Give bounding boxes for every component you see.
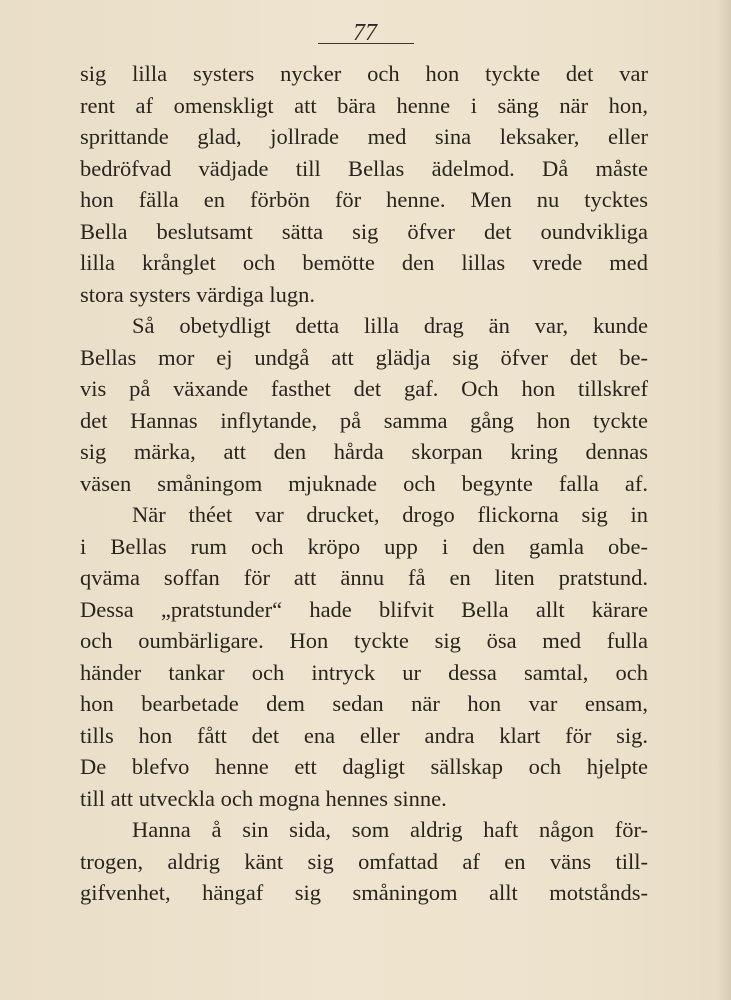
text-line: Bella beslutsamt sätta sig öfver det oundvikliga — [80, 218, 648, 244]
text-line: rent af omenskligt att bära henne i säng när hon, — [80, 92, 648, 118]
text-line: vis på växande fasthet det gaf. Och hon tillskref — [80, 376, 648, 401]
page-edge-shadow — [717, 0, 731, 1000]
text-line: i Bellas rum och kröpo upp i den gamla obe- — [80, 533, 648, 559]
text-line: och oumbärligare. Hon tyckte sig ösa med fulla — [80, 628, 648, 653]
text-line: sprittande glad, jollrade med sina leksaker, eller — [80, 124, 648, 149]
text-line: bedröfvad vädjade till Bellas ädelmod. Då måste — [80, 155, 648, 181]
text-line: trogen, aldrig känt sig omfattad af en väns till- — [80, 848, 648, 874]
text-line: det Hannas inflytande, på samma gång hon tyckte — [80, 407, 648, 433]
text-line: När théet var drucket, drogo flickorna sig in — [132, 502, 648, 527]
text-line: qväma soffan för att ännu få en liten pratstund. — [80, 565, 648, 590]
text-line: De blefvo henne ett dagligt sällskap och hjelpte — [80, 754, 648, 779]
body-text — [80, 58, 648, 909]
text-line: hon fälla en förbön för henne. Men nu tycktes — [80, 187, 648, 212]
page-number-rule — [318, 43, 414, 44]
text-line: Bellas mor ej undgå att glädja sig öfver det be- — [80, 344, 648, 370]
text-line: Dessa „pratstunder“ hade blifvit Bella allt kärare — [80, 596, 648, 622]
text-line: hon bearbetade dem sedan när hon var ensam, — [80, 691, 648, 716]
text-line: Så obetydligt detta lilla drag än var, kunde — [132, 313, 648, 338]
page-number: 77 — [353, 20, 377, 46]
text-line: stora systers värdiga lugn. — [80, 281, 315, 307]
text-line: gifvenhet, hängaf sig småningom allt motstånds- — [80, 880, 648, 905]
text-line: väsen småningom mjuknade och begynte falla af. — [80, 470, 648, 496]
text-line: Hanna å sin sida, som aldrig haft någon för- — [132, 817, 648, 842]
text-line: sig lilla systers nycker och hon tyckte det var — [80, 61, 648, 86]
text-line: tills hon fått det ena eller andra klart för sig. — [80, 722, 648, 748]
text-line: lilla krånglet och bemötte den lillas vrede med — [80, 250, 648, 275]
text-line: sig märka, att den hårda skorpan kring dennas — [80, 439, 648, 464]
text-line: händer tankar och intryck ur dessa samtal, och — [80, 659, 648, 685]
text-line: till att utveckla och mogna hennes sinne. — [80, 785, 447, 811]
